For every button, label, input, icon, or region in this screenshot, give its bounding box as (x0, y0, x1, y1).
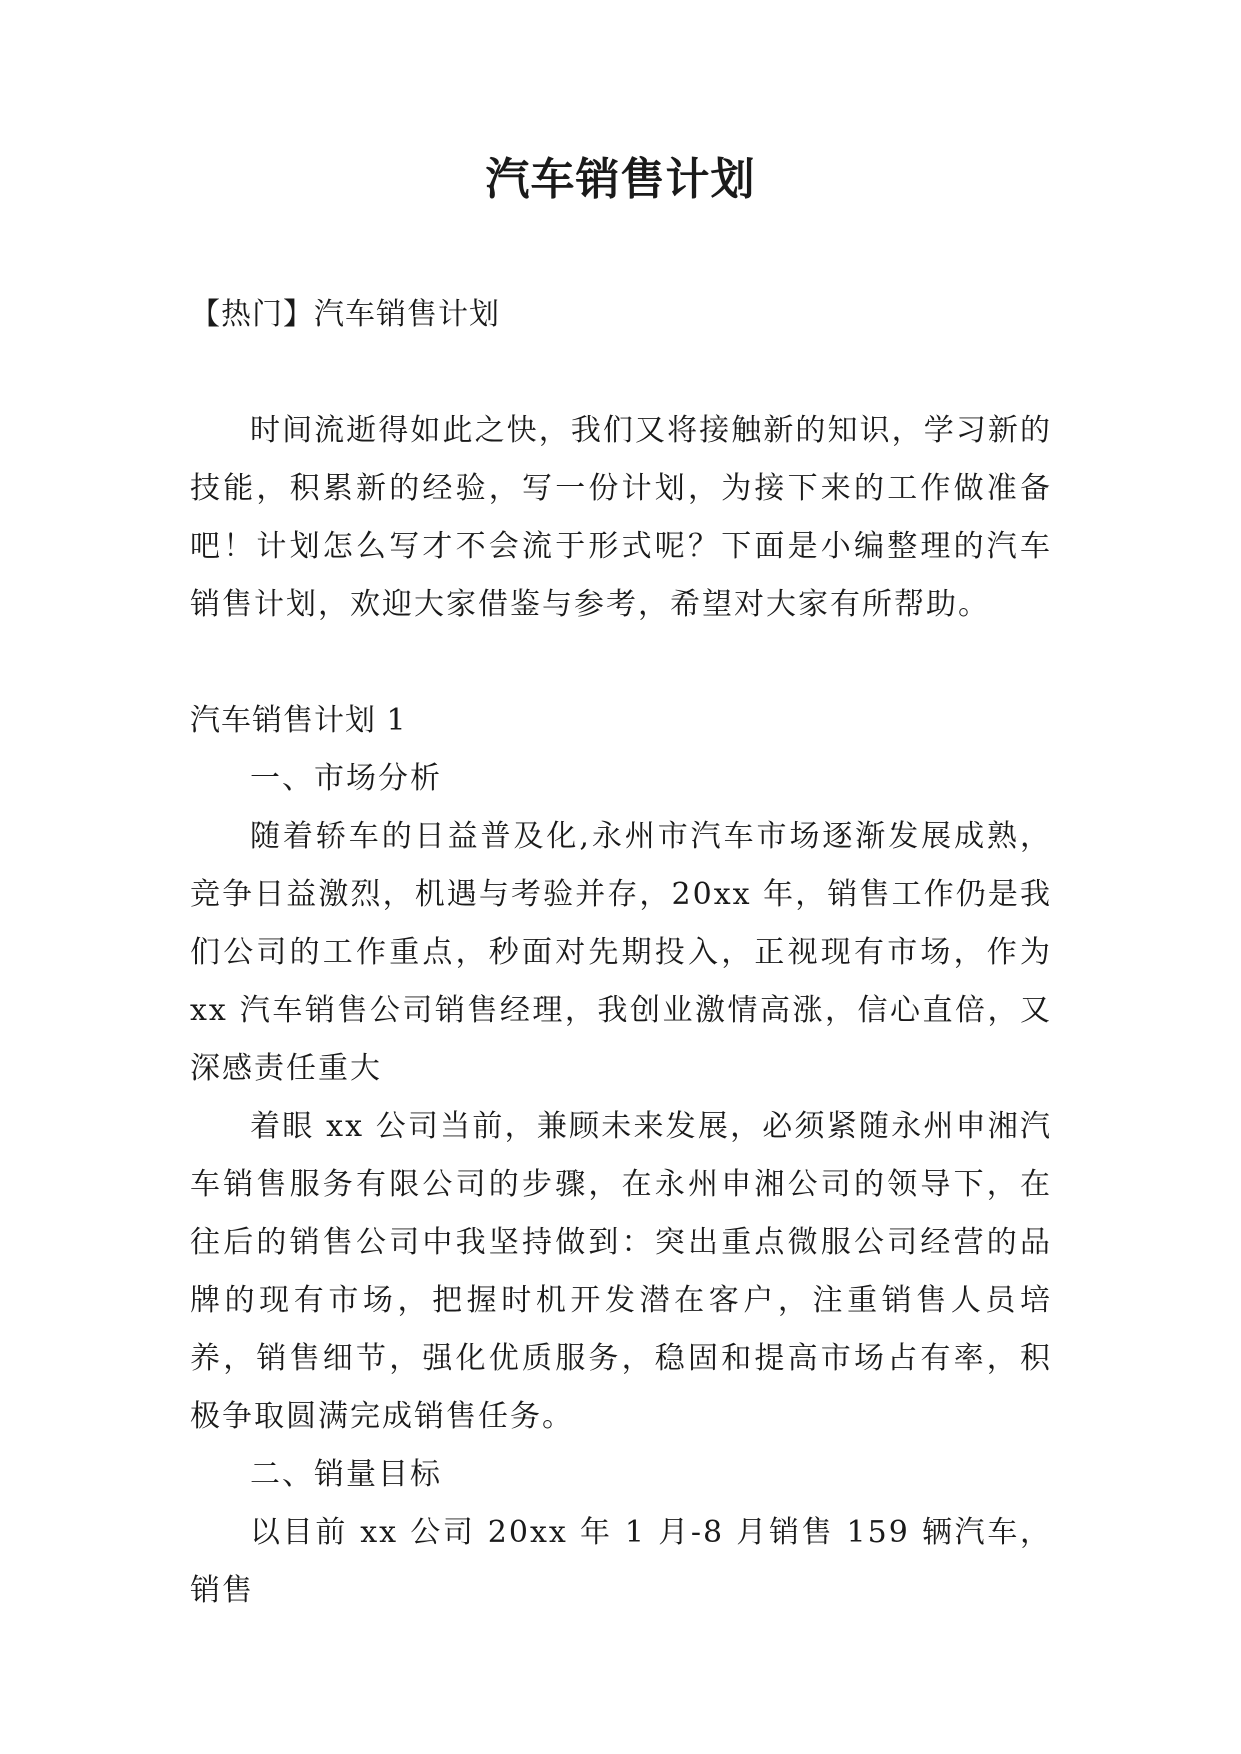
section-heading: 汽车销售计划 1 (190, 703, 407, 738)
document-title: 汽车销售计划 (485, 154, 756, 205)
document-body (190, 286, 1052, 1620)
heading-sales-target: 二、销量目标 (250, 1457, 442, 1492)
paragraph-market: 随着轿车的日益普及化,永州市汽车市场逐渐发展成熟，竞争日益激烈，机遇与考验并存，20xx 年，销售工作仍是我们公司的工作重点，秒面对先期投入，正视现有市场，作为xx 汽车销售公司销售经理，我创业激情高涨，信心直倍，又深感责任重大 (190, 819, 1052, 1086)
paragraph-strategy: 着眼 xx 公司当前，兼顾未来发展，必须紧随永州申湘汽车销售服务有限公司的步骤，在永州申湘公司的领导下，在往后的销售公司中我坚持做到：突出重点微服公司经营的品牌的现有市场，把握时机开发潜在客户，注重销售人员培养，销售细节，强化优质服务，稳固和提高市场占有率，积极争取圆满完成销售任务。 (190, 1109, 1052, 1434)
heading-market-analysis: 一、市场分析 (250, 761, 442, 796)
hot-line: 【热门】汽车销售计划 (190, 297, 500, 332)
intro-paragraph: 时间流逝得如此之快，我们又将接触新的知识，学习新的技能，积累新的经验，写一份计划，为接下来的工作做准备吧！计划怎么写才不会流于形式呢？下面是小编整理的汽车销售计划，欢迎大家借鉴与参考，希望对大家有所帮助。 (190, 413, 1052, 622)
paragraph-sales-target: 以目前 xx 公司 20xx 年 1 月-8 月销售 159 辆汽车，销售 (190, 1515, 1052, 1608)
